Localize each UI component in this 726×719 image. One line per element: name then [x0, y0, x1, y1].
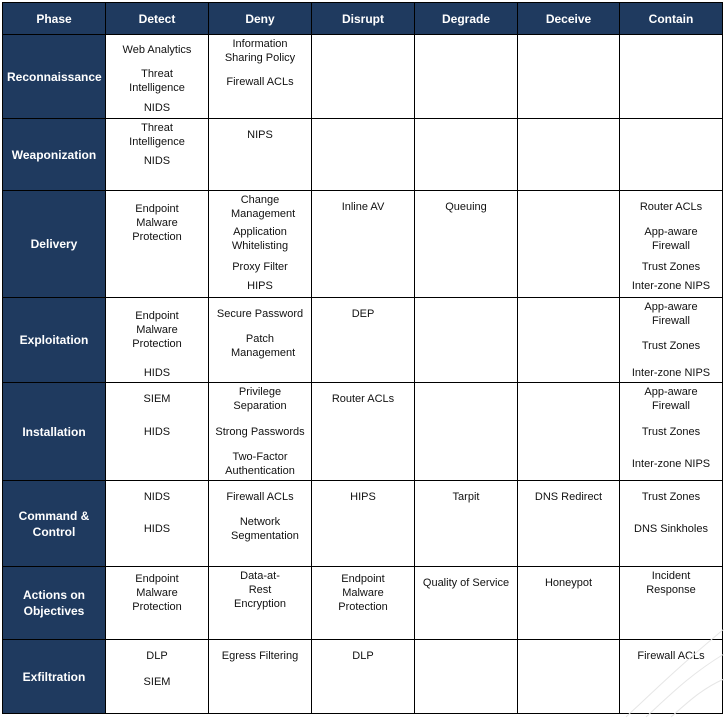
control-item: Threat Intelligence	[129, 68, 185, 94]
cell-deny	[209, 640, 312, 714]
table-row	[3, 640, 723, 714]
header-deceive: Deceive	[518, 3, 620, 35]
kill-chain-matrix	[2, 2, 723, 714]
control-item: Endpoint Malware Protection	[338, 573, 388, 613]
cell-deceive	[518, 119, 620, 191]
table-row	[3, 298, 723, 383]
cell-contain	[620, 567, 723, 640]
control-item: Information Sharing Policy	[224, 38, 296, 64]
cell-detect	[106, 119, 209, 191]
cell-deny	[209, 191, 312, 298]
control-item: Endpoint Malware Protection	[132, 310, 182, 350]
table-row	[3, 191, 723, 298]
header-row	[3, 3, 723, 35]
control-item: Application Whitelisting	[231, 226, 289, 252]
table-row	[3, 481, 723, 567]
control-item: Queuing	[445, 201, 487, 213]
control-item: NIDS	[143, 155, 171, 167]
header-phase: Phase	[3, 3, 106, 35]
control-item: NIPS	[247, 129, 273, 141]
phase-cell: Delivery	[3, 191, 106, 298]
cell-detect	[106, 383, 209, 481]
cell-deny	[209, 567, 312, 640]
control-item: Firewall ACLs	[226, 491, 294, 503]
control-item: Tarpit	[452, 491, 480, 503]
cell-contain	[620, 119, 723, 191]
cell-contain	[620, 191, 723, 298]
cell-disrupt	[312, 35, 415, 119]
control-item: Threat Intelligence	[129, 122, 185, 148]
cell-disrupt	[312, 640, 415, 714]
control-item: Secure Password	[216, 308, 304, 320]
cell-contain	[620, 640, 723, 714]
table-row	[3, 383, 723, 481]
cell-detect	[106, 640, 209, 714]
cell-deceive	[518, 191, 620, 298]
cell-contain	[620, 35, 723, 119]
control-item: Router ACLs	[639, 201, 703, 213]
control-item: Trust Zones	[641, 261, 701, 273]
cell-detect	[106, 35, 209, 119]
cell-deceive	[518, 383, 620, 481]
phase-cell: Exfiltration	[3, 640, 106, 714]
control-item: HIPS	[247, 280, 273, 292]
header-detect: Detect	[106, 3, 209, 35]
cell-degrade	[415, 298, 518, 383]
table-row	[3, 567, 723, 640]
cell-degrade	[415, 640, 518, 714]
phase-cell: Command & Control	[3, 481, 106, 567]
header-degrade: Degrade	[415, 3, 518, 35]
cell-contain	[620, 481, 723, 567]
cell-contain	[620, 298, 723, 383]
control-item: SIEM	[143, 676, 171, 688]
cell-degrade	[415, 119, 518, 191]
control-item: HIPS	[350, 491, 376, 503]
control-item: HIDS	[143, 367, 171, 379]
cell-deny	[209, 298, 312, 383]
cell-deny	[209, 481, 312, 567]
control-item: Trust Zones	[641, 491, 701, 503]
cell-disrupt	[312, 567, 415, 640]
header-deny: Deny	[209, 3, 312, 35]
control-item: Inter-zone NIPS	[631, 280, 711, 292]
control-item: Web Analytics	[122, 44, 192, 56]
control-item: Trust Zones	[641, 340, 701, 352]
control-item: HIDS	[143, 523, 171, 535]
control-item: NIDS	[143, 491, 171, 503]
control-item: App-aware Firewall	[644, 226, 698, 252]
cell-deny	[209, 119, 312, 191]
cell-deceive	[518, 35, 620, 119]
control-item: DLP	[352, 650, 374, 662]
cell-degrade	[415, 191, 518, 298]
control-item: Data-at-Rest Encryption	[234, 570, 286, 610]
phase-cell: Reconnaissance	[3, 35, 106, 119]
cell-disrupt	[312, 191, 415, 298]
control-item: SIEM	[143, 393, 171, 405]
control-item: Quality of Service	[422, 577, 510, 589]
control-item: DLP	[146, 650, 168, 662]
control-item: Trust Zones	[641, 426, 701, 438]
cell-detect	[106, 481, 209, 567]
control-item: Inter-zone NIPS	[631, 458, 711, 470]
cell-deceive	[518, 298, 620, 383]
control-item: Strong Passwords	[215, 426, 305, 438]
cell-deny	[209, 35, 312, 119]
control-item: Endpoint Malware Protection	[132, 203, 182, 243]
control-item: DNS Redirect	[534, 491, 603, 503]
control-item: Firewall ACLs	[637, 650, 705, 662]
control-item: NIDS	[143, 102, 171, 114]
cell-deceive	[518, 567, 620, 640]
control-item: Inline AV	[341, 201, 385, 213]
cell-degrade	[415, 35, 518, 119]
phase-cell: Weaponization	[3, 119, 106, 191]
control-item: Router ACLs	[331, 393, 395, 405]
control-item: Endpoint Malware Protection	[132, 573, 182, 613]
cell-degrade	[415, 481, 518, 567]
cell-deceive	[518, 640, 620, 714]
control-item: HIDS	[143, 426, 171, 438]
control-item: App-aware Firewall	[644, 301, 698, 327]
control-item: Proxy Filter	[232, 261, 288, 273]
control-item: Honeypot	[544, 577, 593, 589]
cell-detect	[106, 191, 209, 298]
control-item: Privilege Separation	[233, 386, 287, 412]
cell-degrade	[415, 567, 518, 640]
cell-disrupt	[312, 119, 415, 191]
cell-disrupt	[312, 481, 415, 567]
cell-disrupt	[312, 298, 415, 383]
table-row	[3, 35, 723, 119]
phase-cell: Exploitation	[3, 298, 106, 383]
control-item: Change Management	[231, 194, 296, 220]
table-row	[3, 119, 723, 191]
control-item: Two-Factor Authentication	[225, 451, 295, 477]
cell-degrade	[415, 383, 518, 481]
cell-detect	[106, 567, 209, 640]
control-item: Firewall ACLs	[226, 76, 294, 88]
control-item: App-aware Firewall	[644, 386, 698, 412]
header-disrupt: Disrupt	[312, 3, 415, 35]
cell-deceive	[518, 481, 620, 567]
control-item: Inter-zone NIPS	[631, 367, 711, 379]
control-item: DNS Sinkholes	[634, 523, 708, 535]
control-item: Egress Filtering	[221, 650, 299, 662]
control-item: Patch Management	[231, 333, 296, 359]
header-contain: Contain	[620, 3, 723, 35]
cell-deny	[209, 383, 312, 481]
cell-contain	[620, 383, 723, 481]
control-item: DEP	[351, 308, 375, 320]
control-item: Network Segmentation	[231, 516, 299, 542]
phase-cell: Installation	[3, 383, 106, 481]
cell-disrupt	[312, 383, 415, 481]
cell-detect	[106, 298, 209, 383]
phase-cell: Actions on Objectives	[3, 567, 106, 640]
control-item: Incident Response	[646, 570, 696, 596]
